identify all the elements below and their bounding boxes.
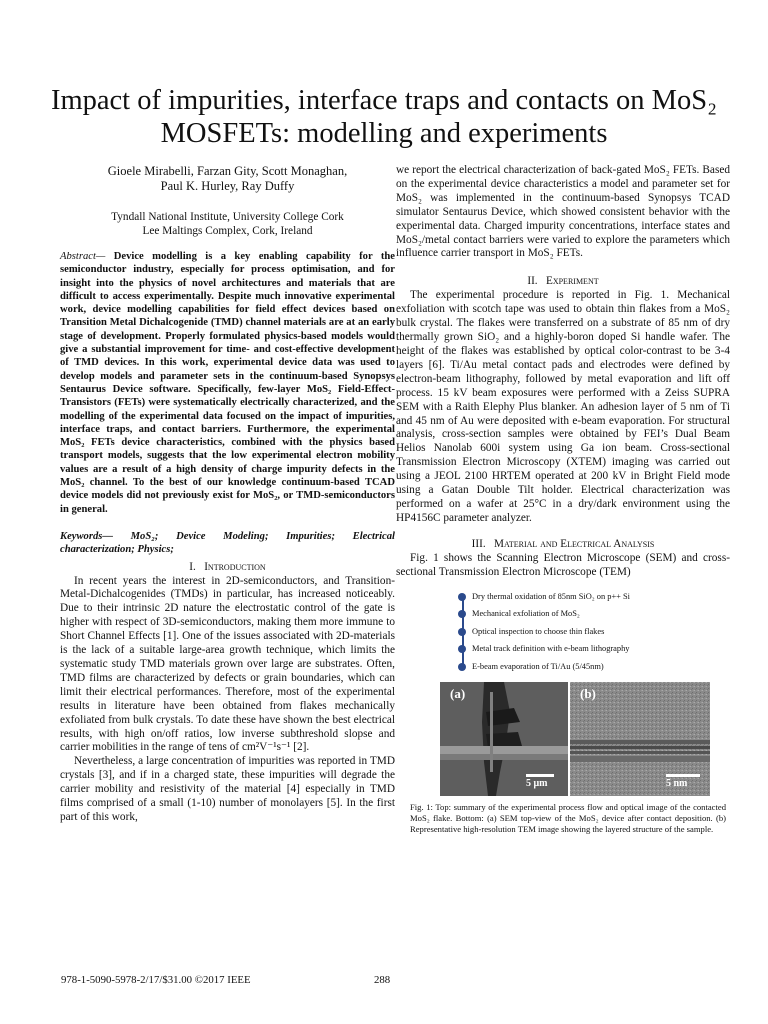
process-step-text: Metal track definition with e-beam lithography bbox=[472, 644, 630, 654]
process-step bbox=[458, 588, 730, 606]
keywords bbox=[60, 530, 395, 557]
bullet-icon bbox=[458, 610, 466, 618]
abstract-text: Device modelling is a key enabling capability for the semiconductor industry, especially for process optimisation, and for insight into the physics of novel architectures and materials that are difficult to access experimentally. Despite much innovative experimental work, device modelling capabilities for field effect devices based on Transition Metal Dichalcogenide (TMD) channel materials are at an early stage of development. Properly formulated physics-based models would give a substantial improvement for time- and cost-effective development of TMD devices. In this work, experimental device data was used to develop models and parameter sets in the continuum-based Synopsys Sentaurus Device software. Specifically, few-layer MoS₂ Field-Effect-Transistors (FETs) were systematically electrically characterized, and the modelling of the experimental data focused on the impact of impurities, interface traps, and contact barriers. Furthermore, the experimental MoS₂ FETs device characteristics, combined with the physics based transport models, suggests that the low experimental electron mobility values are a result of a high density of charge impurity defects in the MoS₂ channel. To the best of our knowledge continuum-based TCAD device models did not previously exist for MoS₂, or TMD-semiconductors in general. bbox=[60, 251, 395, 515]
process-step-text: E-beam evaporation of Ti/Au (5/45nm) bbox=[472, 661, 604, 671]
scale-bar bbox=[526, 774, 554, 777]
intro-paragraph-1: In recent years the interest in 2D-semiconductors, and Transition-Metal-Dichalcogenides (TMDs) in particular, has increased noticeably. Due to their intrinsic 2D nature the electrostatic control of the gate is higher with respect of 3D-semiconductors, making them more immune to Short Channel Effects [1]. One of the issues associated with 2D-materials is the lack of a suitable large-area growth technique, which limits the systematic study TMD materials grown over large are substrates. Often, TMD films are characterized by defects or grain boundaries, which can limit their electrical performances. Therefore, most of the experimental results in literature have been obtained from flakes mechanically exfoliated from bulk crystals. To date these have shown the best electrical results, with high on/off ratios, low inverse subthreshold slopse and carrier mobilities in the range of tens of cm²V⁻¹s⁻¹ [2]. bbox=[60, 574, 395, 754]
section-number: II. bbox=[527, 275, 538, 288]
bullet-icon bbox=[458, 628, 466, 636]
process-step-text: Mechanical exfoliation of MoS₂ bbox=[472, 609, 580, 619]
right-paragraph-1: we report the electrical characterization of back-gated MoS₂ FETs. Based on the experimental device characteristics a model and parameter set for MoS₂ was implemented in the continuum-based Synopsys TCAD simulator Sentaurus Device, which showed consistent behavior with the experimental data. Charged impurity concentrations, interface states and MoS₂/metal contact barriers were varied to explore the parameters which influence carrier transport in MoS₂ FETs. bbox=[396, 164, 730, 260]
bullet-icon bbox=[458, 663, 466, 671]
right-column bbox=[396, 164, 730, 835]
keywords-lead: Keywords— bbox=[60, 530, 113, 542]
analysis-paragraph: Fig. 1 shows the Scanning Electron Microscope (SEM) and cross-sectional Transmission Electron Microscope (TEM) bbox=[396, 551, 730, 578]
abstract-lead: Abstract— bbox=[60, 251, 106, 262]
tem-image bbox=[570, 682, 710, 796]
abstract bbox=[60, 250, 395, 516]
left-column bbox=[60, 164, 395, 825]
affiliation-line-1: Tyndall National Institute, University College Cork bbox=[111, 211, 344, 223]
intro-paragraph-2: Nevertheless, a large concentration of impurities was reported in TMD crystals [3], and if in a charged state, these impurities will degrade the carrier mobility and resistivity of the material [4] especially in TMD films comprised of a small (1-10) number of monolayers [5]. In the first part of this work, bbox=[60, 755, 395, 823]
micrograph-figures bbox=[440, 682, 710, 796]
panel-a-scale: 5 μm bbox=[526, 777, 548, 789]
sem-image bbox=[440, 682, 568, 796]
section-number: I. bbox=[189, 560, 196, 573]
panel-b-scale: 5 nm bbox=[666, 777, 688, 789]
bullet-icon bbox=[458, 645, 466, 653]
section-title: Experiment bbox=[546, 275, 599, 288]
process-step bbox=[458, 605, 730, 623]
experiment-paragraph: The experimental procedure is reported in Fig. 1. Mechanical exfoliation with scotch tape was used to obtain thin flakes from a MoS₂ bulk crystal. The flakes were transferred on a substrate of 85 nm of dry thermally grown SiO₂ and a highly-boron doped Si handle wafer. The height of the flakes was established by optical color-contrast to be 3-4 layers [6]. Ti/Au metal contact pads and electrodes were defined by electron-beam lithography, followed by metal evaporation and lift off process. 15 kV beam exposures were performed with a Zeiss SUPRA SEM with a Raith Elephy Plus blanker. An adhesion layer of 5 nm of Ti and 45 nm of Au were deposited with e-beam evaporation. For structural analysis, cross-section samples were obtained by FEI’s Dual Beam Helios Nanolab 600i system using Ga ion beam. Cross-sectional Transmission Electron Microscopy (XTEM) imaging was carried out using a JEOL 2100 HRTEM operated at 200 kV in Bright Field mode using a Gatan Double Tilt holder. Electrical characterization was performed on a wafer at 25°C in a dry/dark environment using the HP4156C parameter analyzer. bbox=[396, 289, 730, 524]
keywords-text: MoS₂; Device Modeling; Impurities; Electrical characterization; Physics; bbox=[60, 530, 395, 556]
affiliation bbox=[60, 210, 395, 238]
process-flow bbox=[458, 588, 730, 676]
section-heading-introduction bbox=[60, 561, 395, 574]
process-step bbox=[458, 658, 730, 676]
bullet-icon bbox=[458, 593, 466, 601]
process-step-text: Dry thermal oxidation of 85nm SiO₂ on p++ Si bbox=[472, 591, 630, 601]
authors bbox=[60, 164, 395, 194]
section-number: III. bbox=[471, 537, 486, 550]
section-title: Introduction bbox=[204, 560, 266, 573]
page-number: 288 bbox=[374, 974, 391, 986]
panel-a-label: (a) bbox=[450, 685, 466, 701]
section-title: Material and Electrical Analysis bbox=[494, 537, 655, 550]
panel-b-label: (b) bbox=[580, 685, 596, 701]
process-step-text: Optical inspection to choose thin flakes bbox=[472, 626, 605, 636]
figure-caption: Fig. 1: Top: summary of the experimental process flow and optical image of the contacted MoS₂ flake. Bottom: (a) SEM top-view of the MoS₂ device after contact deposition. (b) Representative high-resolution TEM image showing the layered structure of the sample. bbox=[410, 801, 726, 834]
scale-bar bbox=[666, 774, 700, 777]
authors-line-2: Paul K. Hurley, Ray Duffy bbox=[160, 179, 295, 193]
copyright-footer: 978-1-5090-5978-2/17/$31.00 ©2017 IEEE bbox=[61, 974, 251, 986]
paper-title: Impact of impurities, interface traps and contacts on MoS₂ MOSFETs: modelling and experiments bbox=[50, 85, 718, 149]
process-step bbox=[458, 640, 730, 658]
affiliation-line-2: Lee Maltings Complex, Cork, Ireland bbox=[142, 225, 313, 237]
process-step bbox=[458, 623, 730, 641]
section-heading-experiment bbox=[396, 275, 730, 288]
authors-line-1: Gioele Mirabelli, Farzan Gity, Scott Monaghan, bbox=[107, 164, 348, 178]
section-heading-analysis bbox=[396, 538, 730, 551]
